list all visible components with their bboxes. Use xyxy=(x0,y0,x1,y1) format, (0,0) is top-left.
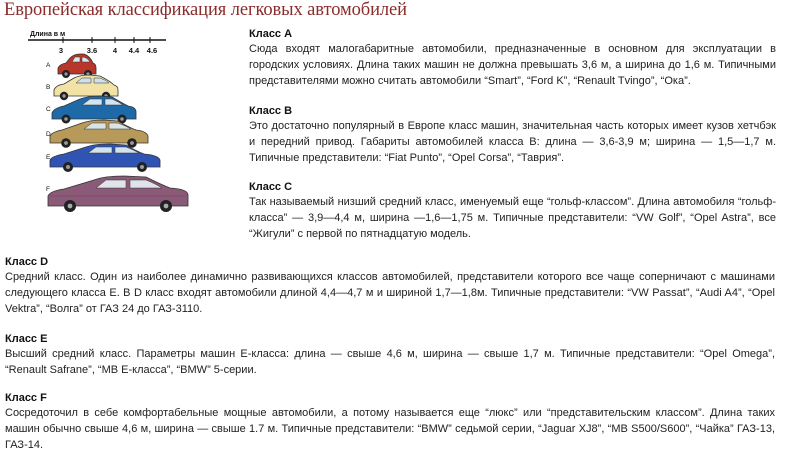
class-b-text: Это достаточно популярный в Европе класс машин, значительная часть которых имеет кузов хетчбэк и передний привод. Габариты автомобилей класса B: длина — 3,6-3,9 м; ширина — 1,5—1,7 м. Типичные представители: “Fiat Punto”, “Opel Corsa”, “Таврия”. xyxy=(249,120,776,165)
class-e-text: Высший средний класс. Параметры машин E-класса: длина — свыше 4,6 м, ширина — свыше 1,7 м. Типичные представители: “Opel Omega”, “Renault Safrane”, “MB E-класса”, “BMW” 5-серии. xyxy=(5,348,775,377)
class-f-text: Сосредоточил в себе комфортабельные мощные автомобили, а потому называется еще “люкс” или “представительским классом”. Длина таких машин обычно свыше 4,6 м, ширина — свыше 1.7 м. Типичные представители: “BMW” седьмой серии, “Jaguar XJ8”, “MB S500/S600”, “Чайка” ГАЗ-13, ГАЗ-14. xyxy=(5,407,775,452)
car-d xyxy=(50,120,148,148)
class-a-text: Сюда входят малогабаритные автомобили, предназначенные в основном для эксплуатации в городских условиях. Длина таких машин не должна превышать 3,6 м, а ширина до 1,6 м. Типичными представителями можно считать автомобили “Smart”, “Ford K”, “Renault Tvingo”, “Ока”. xyxy=(249,43,776,88)
car-size-figure xyxy=(28,28,248,224)
scale-tick-label: 3 xyxy=(58,46,64,55)
car-f xyxy=(48,176,188,212)
class-letter-d: D xyxy=(46,131,51,138)
class-e-heading: Класс E xyxy=(5,333,48,345)
class-b-heading: Класс B xyxy=(249,105,293,117)
class-d-heading: Класс D xyxy=(5,256,49,268)
class-d-text: Средний класс. Один из наиболее динамично развивающихся классов автомобилей, представители которого все чаще соперничают с машинами следующего класса E. В D класс входят автомобили длиной 4,4—4,7 м и шириной 1,7—1,8м. Типичные представители: “VW Passat”, “Audi A4”, “Opel Vektra”, “Волга” от ГАЗ 24 до ГАЗ-3110. xyxy=(5,271,775,316)
class-letter-b: B xyxy=(46,84,51,91)
class-f-heading: Класс F xyxy=(5,392,47,404)
class-letter-e: E xyxy=(46,154,51,161)
class-c-text: Так называемый низший средний класс, именуемый еще “гольф-классом”. Длина автомобиля “гольф-класса” — 3,9—4,4 м, ширина —1,6—1,75 м. Типичные представители: “VW Golf”, “Opel Astra”, все “Жигули” с первой по пятнадцатую модель. xyxy=(249,196,776,241)
scale-tick-label: 4.6 xyxy=(146,46,158,55)
car-e xyxy=(50,144,160,172)
section-class-c xyxy=(249,180,776,243)
scale-tick-label: 4.4 xyxy=(128,46,140,55)
car-a xyxy=(58,54,96,78)
car-size-illustration xyxy=(28,28,248,224)
class-c-heading: Класс C xyxy=(249,181,293,193)
section-class-e xyxy=(5,332,775,378)
scale-label: Длина в м xyxy=(30,31,66,38)
scale-tick-label: 3.6 xyxy=(86,46,98,55)
class-letter-c: C xyxy=(46,106,51,113)
scale-tick-label: 4 xyxy=(112,46,118,55)
section-class-f xyxy=(5,391,775,454)
page-title: Европейская классификация легковых автомобилей xyxy=(4,0,407,20)
section-class-b xyxy=(249,104,776,167)
section-class-a xyxy=(249,27,776,90)
section-class-d xyxy=(5,255,775,318)
class-letter-a: A xyxy=(46,62,51,69)
class-a-heading: Класс A xyxy=(249,28,293,40)
class-letter-f: F xyxy=(46,186,50,193)
